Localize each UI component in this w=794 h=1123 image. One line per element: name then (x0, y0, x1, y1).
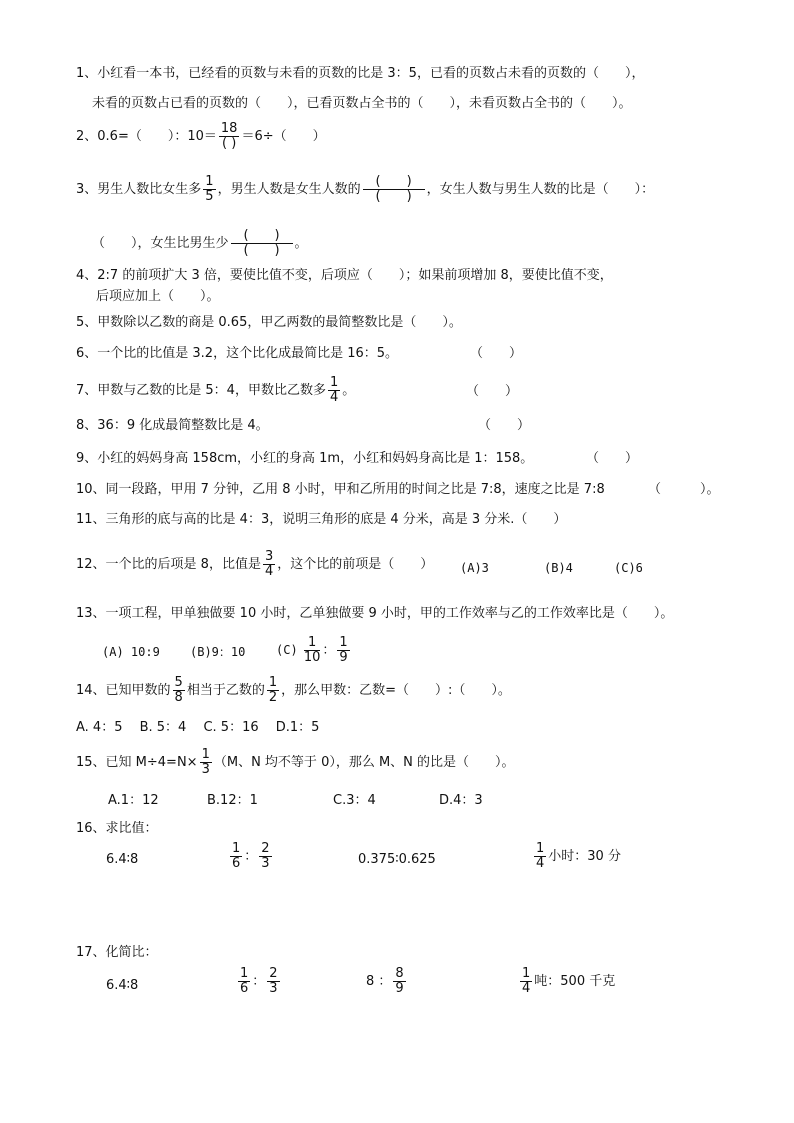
q2-pre: 2、0.6=（ ）：10＝ (76, 129, 217, 144)
q17-d-num: 1 (522, 966, 531, 981)
question-8-blank: （ ） (478, 418, 531, 433)
q13-c-den1: 10 (303, 650, 321, 665)
q3-line2-post: 。 (294, 236, 308, 251)
q15-option-a: A.1：12 (108, 793, 159, 808)
q14-num2: 1 (268, 675, 278, 690)
q17-item-b (236, 967, 282, 996)
question-13: 13、一项工程，甲单独做要 10 小时，乙单独做要 9 小时，甲的工作效率与乙的工作效率比是（ ）。 (76, 606, 674, 621)
q17-item-d (518, 967, 615, 996)
q3-f1-num: 1 (205, 174, 214, 189)
question-7-blank: （ ） (466, 384, 519, 399)
q13-option-b: (B)9：10 (190, 645, 246, 659)
q3-mid: ，男生人数是女生人数的 (217, 182, 361, 197)
question-10: 10、同一段路，甲用 7 分钟，乙用 8 小时，甲和乙所用的时间之比是 7:8，速度之比是 7:8 (76, 482, 605, 497)
question-5: 5、甲数除以乙数的商是 0.65，甲乙两数的最简整数比是（ ）。 (76, 315, 462, 330)
q17-d-den: 4 (522, 981, 531, 996)
question-1-line-2: 未看的页数占已看的页数的（ ），已看页数占全书的（ ），未看页数占全书的（ ）。 (92, 96, 632, 111)
question-3-line-2 (92, 229, 308, 258)
q3-f3-den: ( ) (243, 243, 280, 258)
q13-option-c (276, 636, 352, 665)
q17-d-fraction (520, 967, 532, 996)
q16-b-colon: ： (244, 849, 258, 864)
question-4-line-1: 4、2:7 的前项扩大 3 倍，要使比值不变，后项应（ ）；如果前项增加 8，要使比值不变， (76, 268, 613, 283)
q13-c-fraction-1 (304, 636, 321, 665)
q16-d-num: 1 (536, 841, 545, 856)
q17-b-num2: 2 (269, 966, 278, 981)
q3-fraction-2 (363, 175, 425, 204)
q16-b-num2: 2 (261, 841, 270, 856)
q14-den1: 8 (174, 690, 183, 705)
q7-pre: 7、甲数与乙数的比是 5：4，甲数比乙数多 (76, 383, 326, 398)
q13-colon: ： (322, 643, 336, 658)
q7-fraction (328, 376, 340, 405)
q15-option-d: D.4：3 (439, 793, 483, 808)
q3-line2-pre: （ ），女生比男生少 (92, 236, 229, 251)
q12-option-b: (B)4 (544, 561, 573, 575)
q3-fraction-3 (231, 229, 293, 258)
q16-b-fraction-1 (230, 842, 242, 871)
q7-den: 4 (329, 390, 339, 405)
q13-opt-c-label: (C) (276, 643, 298, 657)
question-15 (76, 748, 515, 777)
q17-c-pre: 8 ： (366, 974, 392, 989)
q3-f2-den: ( ) (375, 189, 412, 204)
q2-post: ＝6÷（ ） (241, 129, 326, 144)
question-10-blank: （ ）。 (648, 482, 720, 497)
q3-pre: 3、男生人数比女生多 (76, 182, 202, 197)
q15-den: 3 (201, 762, 210, 777)
question-14 (76, 676, 511, 705)
q14-options: A. 4：5 B. 5：4 C. 5：16 D.1：5 (76, 720, 320, 735)
q15-option-b: B.12：1 (207, 793, 258, 808)
question-3-line-1 (76, 175, 654, 204)
q15-num: 1 (201, 747, 210, 762)
q12-option-c: (C)6 (614, 561, 643, 575)
q17-b-colon: ： (252, 974, 266, 989)
q17-b-den1: 6 (240, 981, 249, 996)
q15-option-c: C.3：4 (333, 793, 376, 808)
q12-post: ，这个比的前项是（ ） (277, 557, 434, 572)
q16-d-den: 4 (536, 856, 545, 871)
q14-fraction-1 (173, 676, 185, 705)
q14-fraction-2 (267, 676, 279, 705)
q3-fraction-1 (203, 175, 215, 204)
q17-c-den: 9 (395, 981, 404, 996)
q16-d-post: 小时：30 分 (548, 849, 621, 864)
question-4-line-2: 后项应加上（ ）。 (96, 289, 220, 304)
question-12 (76, 550, 433, 579)
q16-b-den1: 6 (232, 856, 241, 871)
q15-pre: 15、已知 M÷4=N× (76, 755, 198, 770)
q17-b-fraction-2 (267, 967, 279, 996)
q2-frac-den: ( ) (222, 136, 237, 151)
q12-num: 3 (264, 549, 274, 564)
question-16-title: 16、求比值： (76, 821, 158, 836)
q15-post: （M、N 均不等于 0），那么 M、N 的比是（ ）。 (213, 755, 515, 770)
q12-option-a: (A)3 (460, 561, 489, 575)
q17-c-num: 8 (395, 966, 404, 981)
q13-c-fraction-2 (337, 636, 349, 665)
q16-item-c: 0.375∶0.625 (358, 852, 436, 867)
q13-c-den2: 9 (339, 650, 348, 665)
question-17-title: 17、化简比： (76, 945, 158, 960)
q14-num1: 5 (174, 675, 183, 690)
question-7 (76, 376, 355, 405)
q16-item-a: 6.4∶8 (106, 852, 139, 867)
question-9: 9、小红的妈妈身高 158cm，小红的身高 1m，小红和妈妈身高比是 1：158。 (76, 451, 534, 466)
question-8: 8、36：9 化成最简整数比是 4。 (76, 418, 269, 433)
question-2 (76, 122, 326, 151)
q14-den2: 2 (268, 690, 278, 705)
q16-b-den2: 3 (261, 856, 270, 871)
q17-b-num1: 1 (240, 966, 249, 981)
q13-c-num1: 1 (304, 636, 321, 651)
q16-b-num1: 1 (232, 841, 241, 856)
q3-f2-num: ( ) (363, 175, 425, 190)
q13-option-a: (A) 10:9 (102, 645, 160, 659)
q2-frac-num: 18 (220, 121, 238, 136)
q2-fraction (219, 122, 240, 151)
q7-post: 。 (342, 383, 356, 398)
question-1-line-1: 1、小红看一本书，已经看的页数与未看的页数的比是 3：5，已看的页数占未看的页数的（ ）， (76, 66, 645, 81)
q16-item-b (228, 842, 274, 871)
q3-post: ，女生人数与男生人数的比是（ ）： (426, 182, 655, 197)
q3-f1-den: 5 (205, 189, 214, 204)
question-6-blank: （ ） (470, 346, 523, 361)
q17-d-post: 吨：500 千克 (534, 974, 616, 989)
q17-item-a: 6.4∶8 (106, 978, 139, 993)
q17-c-fraction (393, 967, 405, 996)
q12-fraction (263, 550, 275, 579)
q16-item-d (532, 842, 621, 871)
question-9-blank: （ ） (586, 451, 639, 466)
q16-d-fraction (534, 842, 546, 871)
q14-pre: 14、已知甲数的 (76, 683, 171, 698)
question-11: 11、三角形的底与高的比是 4：3，说明三角形的底是 4 分米，高是 3 分米.（ ） (76, 512, 567, 527)
q15-fraction (200, 748, 212, 777)
q17-b-den2: 3 (269, 981, 278, 996)
q16-b-fraction-2 (259, 842, 271, 871)
q17-b-fraction-1 (238, 967, 250, 996)
q12-den: 4 (264, 564, 274, 579)
q14-post: ，那么甲数：乙数=（ ）:（ ）。 (281, 683, 511, 698)
q14-mid: 相当于乙数的 (186, 683, 265, 698)
question-6: 6、一个比的比值是 3.2，这个比化成最简比是 16：5。 (76, 346, 399, 361)
q3-f3-num: ( ) (231, 229, 293, 244)
q17-item-c (366, 967, 408, 996)
q13-c-num2: 1 (339, 635, 348, 650)
q12-pre: 12、一个比的后项是 8，比值是 (76, 557, 261, 572)
q7-num: 1 (329, 375, 339, 390)
